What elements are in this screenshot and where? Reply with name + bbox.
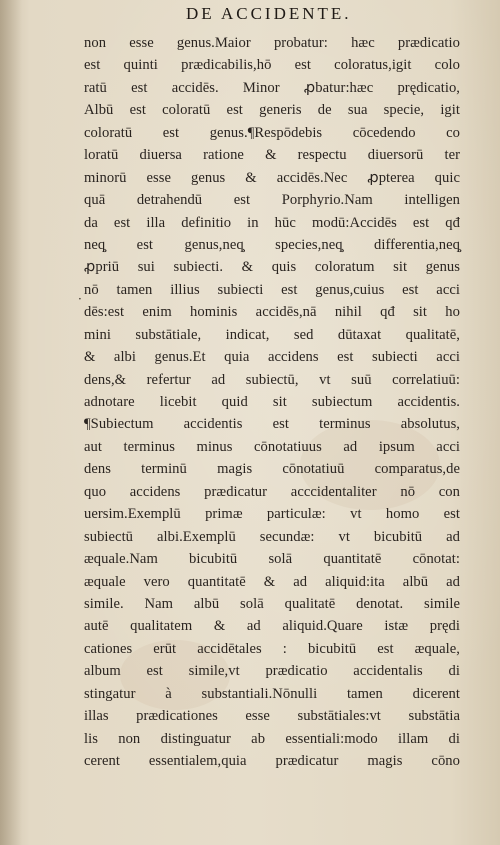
text-line: loratū diuersa ratione & respectu diuersorū ter bbox=[84, 147, 460, 164]
text-line: æquale.Nam bicubitū solā quantitatē cōnotat: bbox=[84, 551, 460, 568]
text-line: dēs:est enim hominis accidēs,nā nihil qđ sit ho bbox=[84, 304, 460, 321]
text-line: cationes erūt accidētales : bicubitū est æquale, bbox=[84, 640, 460, 657]
text-line: aut terminus minus cōnotatiuus ad ipsum acci bbox=[84, 438, 460, 455]
text-line: simile. Nam albū solā qualitatē denotat. simile bbox=[84, 595, 460, 612]
text-line: est quinti prædicabilis,hō est coloratus,igit colo bbox=[84, 57, 460, 74]
text-line: Albū est coloratū est generis de sua specie, igit bbox=[84, 102, 460, 119]
text-line: ꝓpriū sui subiecti. & quis coloratum sit genus bbox=[84, 259, 460, 276]
text-line: subiectū albi.Exemplū secundæ: vt bicubitū ad bbox=[84, 528, 460, 545]
text-line: minorū esse genus & accidēs.Nec ꝓpterea quic bbox=[84, 169, 460, 186]
text-line: æquale vero quantitatē & ad aliquid:ita albū ad bbox=[84, 573, 460, 590]
text-line: ¶Subiectum accidentis est terminus absolutus, bbox=[84, 416, 460, 433]
text-line: autē qualitatem & ad aliquid.Quare istæ prędi bbox=[84, 618, 460, 635]
text-line: stingatur à substantiali.Nōnulli tamen dicerent bbox=[84, 685, 460, 702]
gutter-shadow bbox=[0, 0, 22, 845]
body-text bbox=[84, 32, 460, 772]
text-line: quo accidens prædicatur acccidentaliter nō con bbox=[84, 483, 460, 500]
text-line: coloratū est genus.¶Respōdebis cōcedendo co bbox=[84, 124, 460, 141]
text-line: adnotare licebit quid sit subiectum accidentis. bbox=[84, 394, 460, 410]
text-line: nō tamen illius subiecti est genus,cuius est acci bbox=[84, 281, 460, 298]
text-line: dens,& refertur ad subiectū, vt suū correlatiuū: bbox=[84, 371, 460, 388]
text-line: illas prædicationes esse substātiales:vt substātia bbox=[84, 708, 460, 725]
text-line: non esse genus.Maior probatur: hæc prædicatio bbox=[84, 35, 460, 51]
text-line: & albi genus.Et quia accidens est subiecti acci bbox=[84, 349, 460, 366]
text-line: album est simile,vt prædicatio accidentalis di bbox=[84, 663, 460, 680]
running-head: DE ACCIDENTE. bbox=[186, 4, 352, 23]
text-line: lis non distinguatur ab essentiali:modo illam di bbox=[84, 730, 460, 747]
text-line: ratū est accidēs. Minor ꝓbatur:hæc prędicatio, bbox=[84, 79, 460, 96]
text-line: da est illa definitio in hūc modū:Accidēs est qđ bbox=[84, 214, 460, 231]
text-line: neq̧ est genus,neq̧ species,neq̧ differentia,neq̧ bbox=[84, 236, 460, 253]
text-line: mini substātiale, indicat, sed dūtaxat qualitatē, bbox=[84, 326, 460, 343]
text-line: quā detrahendū est Porphyrio.Nam intelligen bbox=[84, 192, 460, 209]
text-line: cerent essentialem,quia prædicatur magis cōno bbox=[84, 753, 460, 769]
text-line: uersim.Exemplū primæ particulæ: vt homo est bbox=[84, 506, 460, 523]
margin-mark: · bbox=[78, 292, 82, 306]
text-line: dens terminū magis cōnotatiuū comparatus,de bbox=[84, 461, 460, 478]
